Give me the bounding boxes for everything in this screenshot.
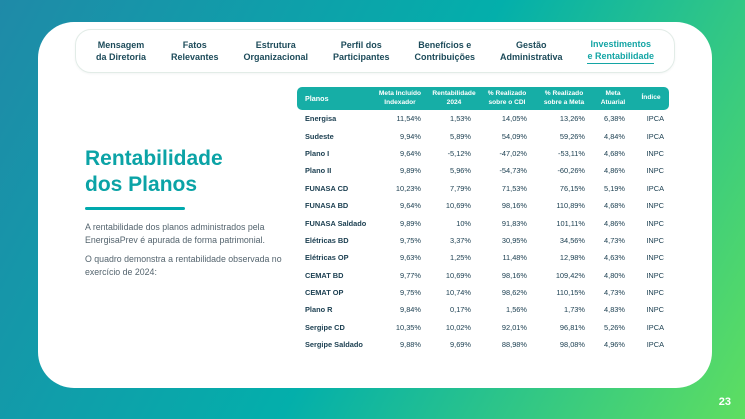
value-cell: 10% [456, 218, 471, 228]
value-cell: 76,15% [559, 183, 585, 193]
value-cell: 10,69% [445, 270, 471, 280]
value-cell: 88,98% [501, 340, 527, 350]
index-cell: IPCA [646, 340, 664, 350]
plan-cell: Elétricas OP [305, 253, 349, 263]
value-cell: 92,01% [501, 322, 527, 332]
value-cell: 30,95% [501, 235, 527, 245]
value-cell: 1,56% [506, 305, 527, 315]
tab-label-line1: Fatos [182, 39, 207, 50]
table-row [297, 162, 669, 179]
value-cell: 11,54% [396, 114, 421, 124]
tab-label-line2: da Diretoria [96, 52, 147, 62]
value-cell: 9,84% [400, 305, 421, 315]
plan-cell: FUNASA Saldado [305, 218, 367, 228]
plan-cell: Sergipe Saldado [305, 340, 363, 350]
value-cell: 4,86% [604, 166, 625, 176]
tab-label-line2: e Rentabilidade [587, 50, 654, 65]
value-cell: -47,02% [499, 148, 527, 158]
plan-cell: Plano R [305, 305, 333, 315]
value-cell: 13,26% [559, 114, 585, 124]
index-cell: IPCA [646, 183, 664, 193]
value-cell: 54,09% [501, 131, 527, 141]
value-cell: 10,74% [445, 288, 471, 298]
index-cell: INPC [646, 270, 664, 280]
page-title [85, 146, 305, 199]
tab-estrutura-organizacional[interactable] [237, 39, 314, 63]
tab-fatos-relevantes[interactable] [165, 39, 225, 63]
index-cell: INPC [646, 218, 664, 228]
tab-label-line1: Estrutura [255, 39, 296, 50]
table-row [297, 110, 669, 127]
value-cell: 9,64% [400, 148, 421, 158]
table-caption-paragraph: O quadro demonstra a rentabilidade observada no exercício de 2024: [85, 254, 282, 278]
value-cell: -5,12% [447, 148, 471, 158]
table-row [297, 249, 669, 266]
page-title-line1: Rentabilidade [85, 147, 223, 170]
plan-cell: FUNASA BD [305, 201, 349, 211]
index-cell: IPCA [646, 114, 664, 124]
tab-label-line1: Perfil dos [340, 39, 382, 50]
value-cell: 4,73% [604, 235, 625, 245]
value-cell: 98,08% [559, 340, 585, 350]
value-cell: 101,11% [556, 218, 585, 228]
col-header-meta-incluido-indexador: Meta Incluído Indexador [378, 90, 422, 106]
page-number: 23 [718, 396, 731, 408]
plan-cell: Sergipe CD [305, 322, 345, 332]
value-cell: 110,89% [556, 201, 585, 211]
value-cell: -53,11% [558, 148, 585, 158]
value-cell: 10,69% [445, 201, 471, 211]
table-row [297, 197, 669, 214]
table-row [297, 232, 669, 249]
plan-cell: Energisa [305, 114, 337, 124]
table-row [297, 267, 669, 284]
index-cell: INPC [646, 253, 664, 263]
value-cell: -60,26% [557, 166, 585, 176]
value-cell: 6,38% [604, 114, 625, 124]
tab-label-line1: Gestão [515, 39, 547, 50]
col-header-indice: Índice [641, 94, 661, 102]
title-divider [85, 207, 185, 210]
value-cell: 98,16% [501, 201, 527, 211]
table-row [297, 127, 669, 144]
value-cell: 4,68% [604, 201, 625, 211]
value-cell: 96,81% [559, 322, 585, 332]
value-cell: 4,96% [604, 340, 625, 350]
value-cell: 9,69% [450, 340, 471, 350]
tab-investimentos-e-rentabilidade[interactable] [581, 38, 660, 65]
value-cell: 0,17% [450, 305, 471, 315]
value-cell: 4,63% [604, 253, 625, 263]
value-cell: 14,05% [501, 114, 527, 124]
col-header-realizado-meta: % Realizado sobre a Meta [543, 90, 585, 106]
value-cell: 1,73% [564, 305, 585, 315]
value-cell: 4,73% [604, 288, 625, 298]
index-cell: INPC [646, 305, 664, 315]
table-row [297, 301, 669, 318]
index-cell: INPC [646, 201, 664, 211]
value-cell: 5,96% [450, 166, 471, 176]
value-cell: 9,75% [400, 288, 421, 298]
table-row [297, 214, 669, 231]
rentability-table [297, 87, 669, 353]
page-title-line2: dos Planos [85, 173, 198, 197]
value-cell: 5,26% [604, 322, 625, 332]
tab-label-line2: Relevantes [170, 52, 219, 62]
tab-label-line1: Mensagem [97, 39, 145, 50]
table-row [297, 319, 669, 336]
value-cell: 9,89% [400, 166, 421, 176]
value-cell: 71,53% [501, 183, 527, 193]
table-row [297, 145, 669, 162]
tab-label-line2: Administrativa [499, 52, 563, 62]
value-cell: 4,68% [604, 148, 625, 158]
col-header-meta-atuarial: Meta Atuarial [600, 90, 626, 106]
plan-cell: Plano I [305, 148, 330, 158]
value-cell: 4,86% [604, 218, 625, 228]
value-cell: 10,02% [445, 322, 471, 332]
value-cell: 110,15% [556, 288, 585, 298]
table-row [297, 284, 669, 301]
index-cell: IPCA [646, 131, 664, 141]
value-cell: 9,64% [400, 201, 421, 211]
intro-paragraph: A rentabilidade dos planos administrados pela EnergisaPrev é apurada de forma patrimonial. [85, 222, 265, 246]
tab-gestao-administrativa[interactable] [494, 39, 569, 63]
value-cell: 4,80% [604, 270, 625, 280]
value-cell: 7,79% [450, 183, 471, 193]
index-cell: INPC [646, 235, 664, 245]
value-cell: 9,63% [400, 253, 421, 263]
tab-label-line1: Investimentos [590, 38, 651, 49]
value-cell: 91,83% [501, 218, 527, 228]
tab-mensagem-da-diretoria[interactable] [90, 39, 152, 63]
tab-label-line2: Organizacional [243, 52, 309, 62]
value-cell: 9,75% [400, 235, 421, 245]
tab-label-line2: Participantes [332, 52, 390, 62]
value-cell: 9,77% [400, 270, 421, 280]
col-header-rentabilidade-2024: Rentabilidade 2024 [432, 90, 476, 106]
value-cell: 3,37% [450, 235, 471, 245]
table-header-row [297, 87, 669, 110]
plan-cell: Plano II [305, 166, 332, 176]
value-cell: 1,25% [450, 253, 471, 263]
col-header-realizado-cdi: % Realizado sobre o CDI [487, 90, 527, 106]
index-cell: INPC [646, 288, 664, 298]
value-cell: 9,94% [400, 131, 421, 141]
value-cell: 9,88% [400, 340, 421, 350]
value-cell: 4,84% [604, 131, 625, 141]
value-cell: 9,89% [400, 218, 421, 228]
value-cell: 10,35% [395, 322, 421, 332]
value-cell: 59,26% [559, 131, 585, 141]
value-cell: 12,98% [559, 253, 585, 263]
value-cell: 98,16% [501, 270, 527, 280]
table-row [297, 336, 669, 353]
plan-cell: Elétricas BD [305, 235, 349, 245]
index-cell: IPCA [646, 322, 664, 332]
col-header-planos: Planos [305, 94, 329, 103]
value-cell: 5,19% [604, 183, 625, 193]
plan-cell: CEMAT OP [305, 288, 344, 298]
plan-cell: Sudeste [305, 131, 334, 141]
value-cell: 98,62% [501, 288, 527, 298]
tab-label-line1: Benefícios e [418, 39, 472, 50]
value-cell: -54,73% [499, 166, 527, 176]
value-cell: 11,48% [502, 253, 527, 263]
tab-beneficios-e-contribuicoes[interactable] [408, 39, 481, 63]
plan-cell: CEMAT BD [305, 270, 344, 280]
tab-label-line2: Contribuições [414, 52, 475, 62]
value-cell: 1,53% [450, 114, 471, 124]
value-cell: 109,42% [555, 270, 585, 280]
index-cell: INPC [646, 166, 664, 176]
section-tabbar [75, 29, 675, 73]
value-cell: 34,56% [559, 235, 585, 245]
value-cell: 5,89% [450, 131, 471, 141]
index-cell: INPC [646, 148, 664, 158]
plan-cell: FUNASA CD [305, 183, 349, 193]
value-cell: 4,83% [604, 305, 625, 315]
tab-perfil-dos-participantes[interactable] [327, 39, 396, 63]
table-row [297, 180, 669, 197]
value-cell: 10,23% [395, 183, 421, 193]
